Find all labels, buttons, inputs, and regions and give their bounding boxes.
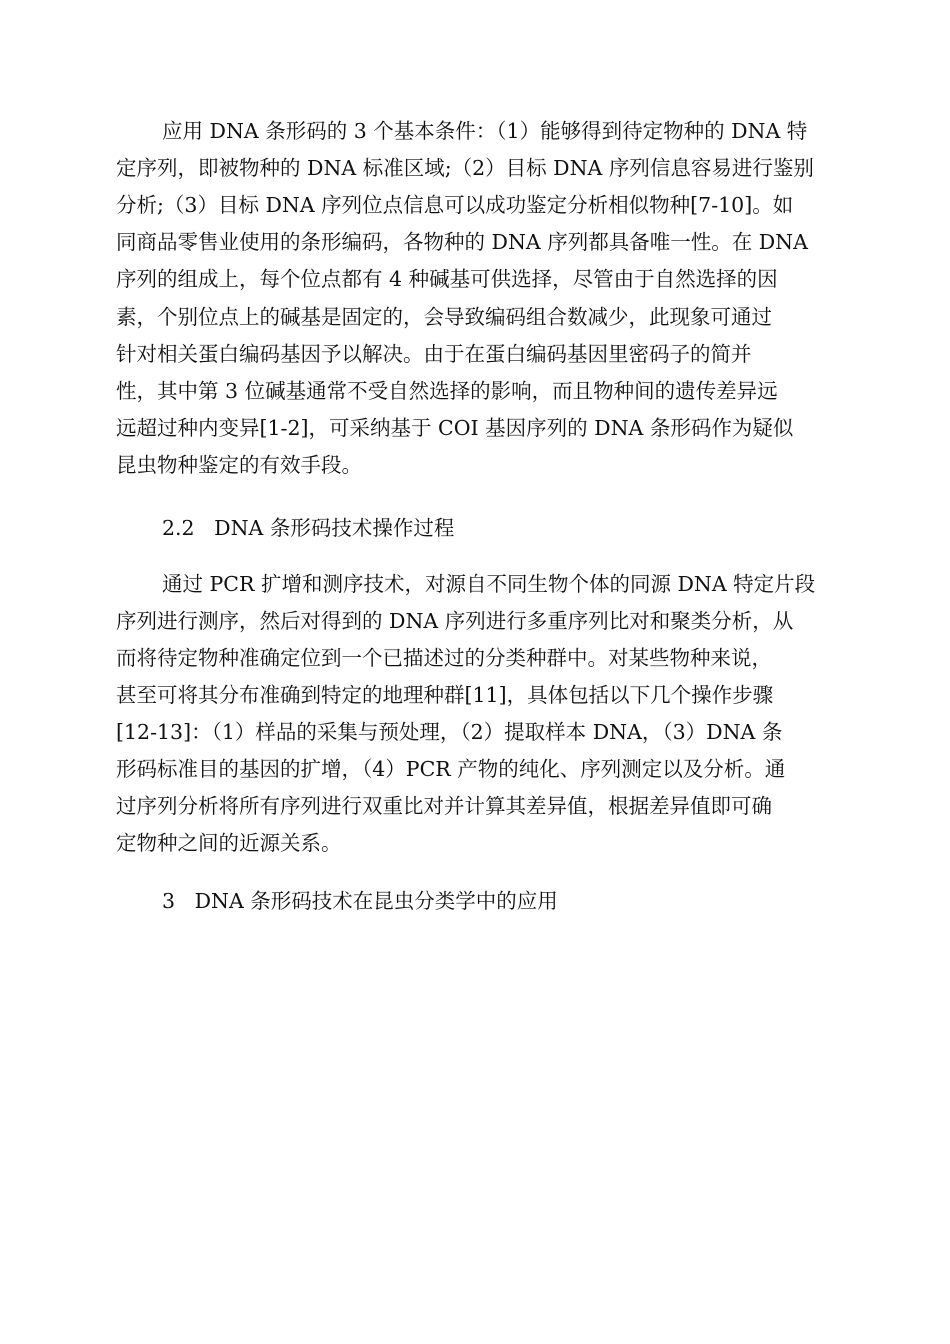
paragraph-line: 而将待定物种准确定位到一个已描述过的分类种群中。对某些物种来说， xyxy=(116,646,772,670)
paragraph-line: [12-13]：（1）样品的采集与预处理，（2）提取样本 DNA，（3）DNA 条 xyxy=(116,720,783,744)
paragraph-line: 序列的组成上，每个位点都有 4 种碱基可供选择，尽管由于自然选择的因 xyxy=(116,267,778,291)
paragraph-line: 性，其中第 3 位碱基通常不受自然选择的影响，而且物种间的遗传差异远 xyxy=(116,379,778,403)
paragraph-line: 定序列，即被物种的 DNA 标准区域;（2）目标 DNA 序列信息容易进行鉴别 xyxy=(116,156,814,180)
paragraph-line: 分析;（3）目标 DNA 序列位点信息可以成功鉴定分析相似物种[7-10]。如 xyxy=(116,193,794,217)
paragraph-line: 通过 PCR 扩增和测序技术，对源自不同生物个体的同源 DNA 特定片段 xyxy=(162,572,816,596)
paragraph-line: 昆虫物种鉴定的有效手段。 xyxy=(116,453,362,477)
paragraph-line: 远超过种内变异[1-2]，可采纳基于 COI 基因序列的 DNA 条形码作为疑似 xyxy=(116,416,794,440)
paragraph-line: 形码标准目的基因的扩增，（4）PCR 产物的纯化、序列测定以及分析。通 xyxy=(116,757,786,781)
paragraph-line: 定物种之间的近源关系。 xyxy=(116,831,342,855)
paragraph-line: 针对相关蛋白编码基因予以解决。由于在蛋白编码基因里密码子的简并 xyxy=(116,342,752,366)
paragraph-line: 过序列分析将所有序列进行双重比对并计算其差异值，根据差异值即可确 xyxy=(116,794,772,818)
section-heading-2-2: 2.2 DNA 条形码技术操作过程 xyxy=(162,516,455,540)
paragraph-line: 序列进行测序，然后对得到的 DNA 序列进行多重序列比对和聚类分析，从 xyxy=(116,609,794,633)
paragraph-line: 素，个别位点上的碱基是固定的，会导致编码组合数减少，此现象可通过 xyxy=(116,305,772,329)
paragraph-line: 应用 DNA 条形码的 3 个基本条件：（1）能够得到待定物种的 DNA 特 xyxy=(162,119,808,143)
paragraph-line: 甚至可将其分布准确到特定的地理种群[11]，具体包括以下几个操作步骤 xyxy=(116,683,774,707)
section-heading-3: 3 DNA 条形码技术在昆虫分类学中的应用 xyxy=(162,889,558,913)
paragraph-line: 同商品零售业使用的条形编码，各物种的 DNA 序列都具备唯一性。在 DNA xyxy=(116,230,808,254)
